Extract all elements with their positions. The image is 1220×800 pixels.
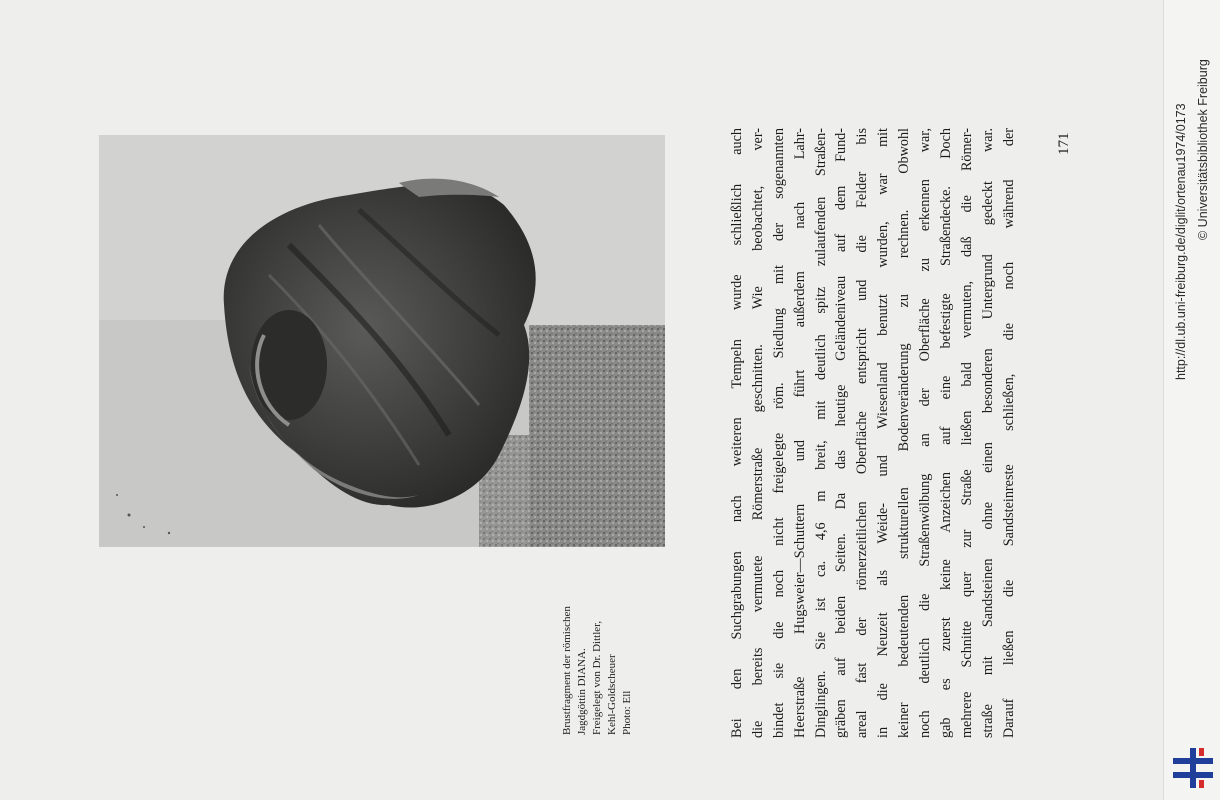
body-line: areal fast der römerzeitlichen Oberfläche entspricht und die Felder bis: [854, 128, 871, 738]
body-line: die bereits vermutete Römerstraße geschnitten. Wie beobachtet, ver-: [749, 128, 766, 738]
body-line: mehrere Schnitte quer zur Straße ließen bald vermuten, daß die Römer-: [958, 128, 975, 738]
body-line: in die Neuzeit als Weide- und Wiesenland benutzt wurden, war mit: [875, 128, 892, 738]
body-line: gräben auf beiden Seiten. Da das heutige Geländeniveau auf dem Fund-: [833, 128, 850, 738]
caption-line: Jagdgöttin DIANA.: [576, 648, 588, 735]
body-text: [727, 128, 1019, 738]
caption-line: Kehl-Goldscheuer: [606, 654, 618, 735]
body-line: Heerstraße Hugsweier—Schuttern und führt außerdem nach Lahr-: [791, 128, 808, 738]
body-line: Darauf ließen die Sandsteinreste schließen, die noch während der: [1000, 128, 1017, 738]
copyright-notice: © Universitätsbibliothek Freiburg: [1196, 59, 1210, 240]
body-line: Bei den Suchgrabungen nach weiteren Tempeln wurde schließlich auch: [729, 128, 745, 738]
figure-photograph: [99, 135, 665, 547]
figure-caption: [560, 565, 635, 735]
library-sidebar: [1163, 0, 1220, 800]
caption-line: Freigelegt von Dr. Dittler,: [591, 620, 603, 735]
library-logo-icon: [1173, 748, 1213, 788]
source-url-link[interactable]: http://dl.ub.uni-freiburg.de/diglit/ortenau1974/0173: [1174, 103, 1188, 380]
diana-fragment-image: [99, 135, 665, 547]
body-line: gab es zuerst keine Anzeichen auf eine befestigte Straßendecke. Doch: [937, 128, 954, 738]
body-line: noch deutlich die Straßenwölbung an der Oberfläche zu erkennen war,: [917, 128, 934, 738]
body-line: keiner bedeutenden strukturellen Bodenveränderung zu rechnen. Obwohl: [896, 128, 913, 738]
caption-line: Photo: Ell: [621, 690, 633, 735]
caption-line: Brustfragment der römischen: [561, 606, 573, 735]
body-line: bindet sie die noch nicht freigelegte röm. Siedlung mit der sogenannten: [770, 128, 787, 738]
page-number: 171: [1056, 132, 1072, 155]
body-line: straße mit Sandsteinen ohne einen besonderen Untergrund gedeckt war.: [979, 128, 996, 738]
body-line: Dinglingen. Sie ist ca. 4,6 m breit, mit deutlich spitz zulaufenden Straßen-: [812, 128, 829, 738]
